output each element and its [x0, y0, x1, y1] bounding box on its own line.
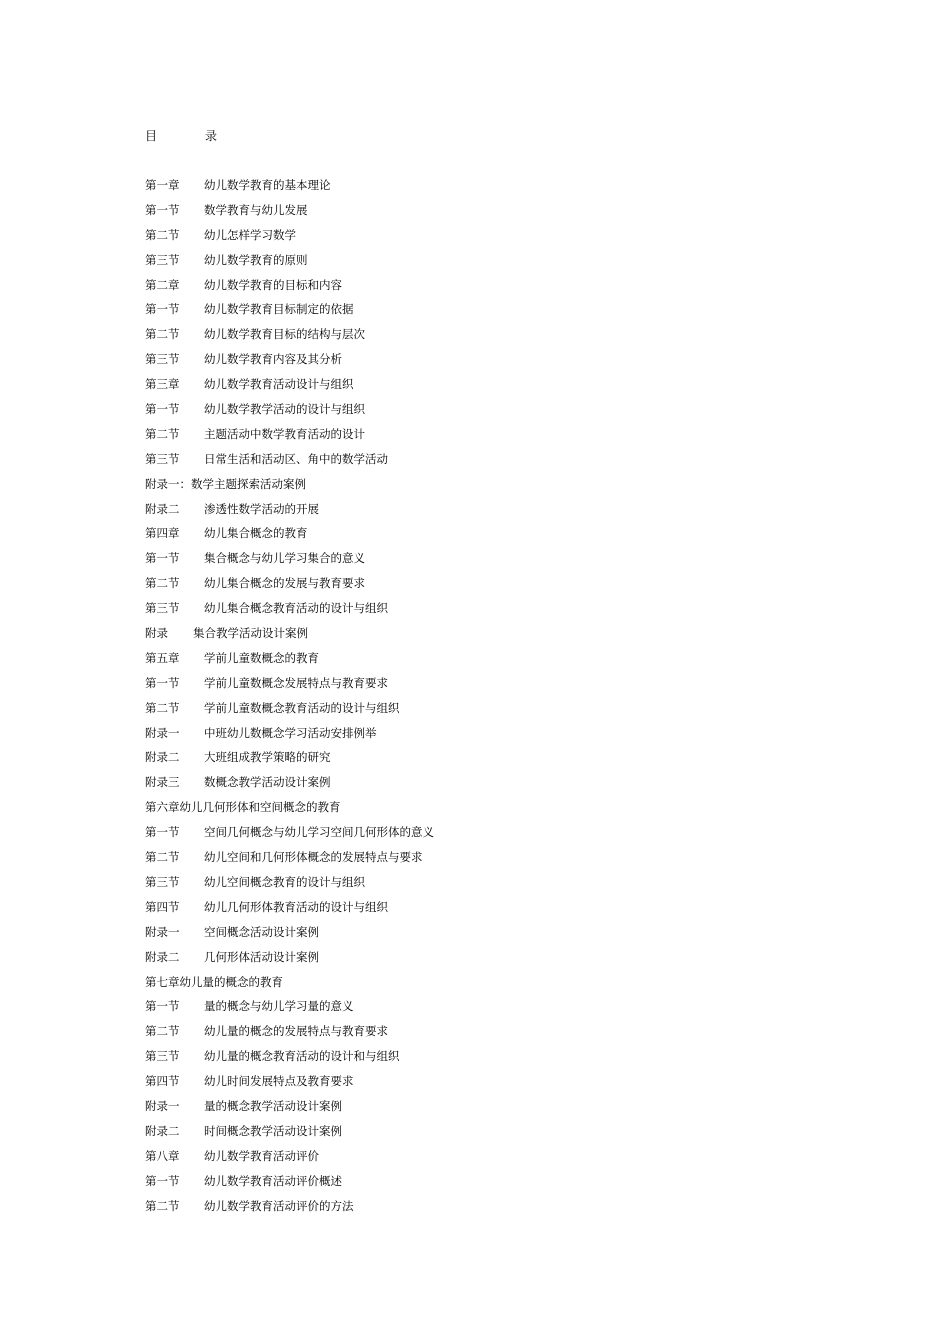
toc-entry-label: 附录一	[145, 725, 180, 740]
toc-entry-label: 第一节	[145, 551, 180, 566]
toc-entry-text: 幼儿量的概念的教育	[179, 974, 283, 989]
toc-entry-label: 第二节	[145, 1198, 180, 1213]
toc-entry	[145, 451, 905, 476]
toc-entry-label: 第二节	[145, 426, 180, 441]
toc-entry-label: 附录	[145, 626, 168, 641]
toc-entry-text: 幼儿数学教育活动评价	[204, 1148, 319, 1163]
toc-entry-text: 幼儿数学教育活动评价概述	[204, 1173, 342, 1188]
toc-entry	[145, 1198, 905, 1223]
toc-entry-label: 附录二	[145, 1123, 180, 1138]
toc-entry	[145, 998, 905, 1023]
toc-entry	[145, 874, 905, 899]
toc-entry-text: 量的概念教学活动设计案例	[204, 1098, 342, 1113]
toc-entry-text: 量的概念与幼儿学习量的意义	[204, 999, 354, 1014]
toc-entry-text: 大班组成教学策略的研究	[204, 750, 331, 765]
toc-entry-label: 第三节	[145, 601, 180, 616]
toc-entry	[145, 426, 905, 451]
toc-entry	[145, 301, 905, 326]
toc-entry-label: 第二节	[145, 576, 180, 591]
toc-entry	[145, 625, 905, 650]
toc-entry	[145, 351, 905, 376]
toc-entry-label: 第一节	[145, 402, 180, 417]
toc-entry-label: 第二节	[145, 327, 180, 342]
toc-entry-text: 集合概念与幼儿学习集合的意义	[204, 551, 365, 566]
toc-entry	[145, 252, 905, 277]
toc-entry-label: 第二节	[145, 227, 180, 242]
toc-entry-label: 第四节	[145, 1074, 180, 1089]
toc-entry	[145, 949, 905, 974]
toc-entry	[145, 774, 905, 799]
toc-entry	[145, 1023, 905, 1048]
toc-entry-text: 学前儿童数概念教育活动的设计与组织	[204, 700, 400, 715]
toc-entry-label: 第五章	[145, 650, 180, 665]
toc-entry-text: 幼儿空间和几何形体概念的发展特点与要求	[204, 850, 423, 865]
toc-entry-text: 幼儿几何形体教育活动的设计与组织	[204, 899, 388, 914]
toc-entry	[145, 550, 905, 575]
toc-entry-text: 幼儿数学教育的目标和内容	[204, 277, 342, 292]
toc-title: 目 录	[145, 129, 218, 143]
toc-entry-label: 第八章	[145, 1148, 180, 1163]
table-of-contents	[145, 177, 905, 1222]
toc-entry-label: 第一节	[145, 825, 180, 840]
toc-entry-label: 第一章	[145, 178, 180, 192]
toc-entry-label: 第六章	[145, 800, 180, 815]
toc-entry-label: 第三节	[145, 252, 180, 267]
toc-entry	[145, 1098, 905, 1123]
toc-entry-text: 空间几何概念与幼儿学习空间几何形体的意义	[204, 825, 434, 840]
toc-entry	[145, 575, 905, 600]
toc-entry-text: 幼儿数学教学活动的设计与组织	[204, 402, 365, 417]
toc-entry-label: 第二节	[145, 1024, 180, 1039]
toc-entry-text: 主题活动中数学教育活动的设计	[204, 426, 365, 441]
toc-entry-text: 时间概念教学活动设计案例	[204, 1123, 342, 1138]
toc-entry-text: 空间概念活动设计案例	[204, 924, 319, 939]
toc-entry-text: 幼儿数学教育内容及其分析	[204, 352, 342, 367]
toc-entry	[145, 899, 905, 924]
toc-entry-label: 第一节	[145, 1173, 180, 1188]
toc-entry-label: 第四节	[145, 899, 180, 914]
toc-entry	[145, 849, 905, 874]
toc-entry-text: 幼儿集合概念的教育	[204, 526, 308, 541]
toc-entry	[145, 700, 905, 725]
toc-entry-label: 第三节	[145, 1049, 180, 1064]
toc-entry-text: 幼儿几何形体和空间概念的教育	[179, 800, 341, 815]
toc-entry-label: 第二节	[145, 700, 180, 715]
toc-entry-text: 数概念教学活动设计案例	[204, 775, 331, 790]
toc-entry	[145, 675, 905, 700]
toc-entry	[145, 376, 905, 401]
toc-entry-label: 第三节	[145, 451, 180, 466]
toc-entry-text: 幼儿数学教育活动设计与组织	[204, 377, 354, 392]
toc-entry-label: 第一节	[145, 202, 180, 217]
toc-entry	[145, 501, 905, 526]
toc-entry	[145, 401, 905, 426]
toc-entry-text: 幼儿数学教育活动评价的方法	[204, 1198, 354, 1213]
toc-entry-label: 附录二	[145, 501, 180, 516]
toc-entry	[145, 476, 905, 501]
toc-entry-text: 幼儿量的概念的发展特点与教育要求	[204, 1024, 388, 1039]
toc-entry	[145, 1073, 905, 1098]
toc-entry-text: 日常生活和活动区、角中的数学活动	[204, 451, 388, 466]
toc-entry-label: 第三章	[145, 377, 180, 392]
toc-entry	[145, 525, 905, 550]
toc-entry	[145, 1148, 905, 1173]
toc-entry-text: 幼儿数学教育的原则	[204, 252, 308, 267]
toc-entry	[145, 824, 905, 849]
toc-entry-label: 第二章	[145, 277, 180, 292]
toc-entry-label: 第二节	[145, 850, 180, 865]
toc-entry	[145, 974, 905, 999]
toc-entry	[145, 177, 905, 202]
toc-entry-text: 幼儿数学教育目标制定的依据	[204, 302, 354, 317]
toc-entry	[145, 227, 905, 252]
toc-entry	[145, 1173, 905, 1198]
toc-entry	[145, 277, 905, 302]
toc-entry-text: 幼儿怎样学习数学	[204, 227, 296, 242]
toc-entry-text: 幼儿数学教育目标的结构与层次	[204, 327, 365, 342]
toc-entry	[145, 1123, 905, 1148]
toc-entry-label: 附录二	[145, 750, 180, 765]
toc-entry-label: 第四章	[145, 526, 180, 541]
toc-entry-label: 附录一	[145, 1098, 180, 1113]
toc-entry-text: 学前儿童数概念发展特点与教育要求	[204, 675, 388, 690]
toc-entry-text: 中班幼儿数概念学习活动安排例举	[204, 725, 377, 740]
toc-entry-text: 幼儿量的概念教育活动的设计和与组织	[204, 1049, 400, 1064]
toc-entry-label: 第一节	[145, 999, 180, 1014]
toc-entry	[145, 650, 905, 675]
toc-entry-text: 数学教育与幼儿发展	[204, 202, 308, 217]
toc-entry-label: 第七章	[145, 974, 180, 989]
toc-entry-label: 附录一	[145, 924, 180, 939]
toc-entry-text: 幼儿数学教育的基本理论	[204, 178, 331, 192]
toc-entry-text: 渗透性数学活动的开展	[204, 501, 319, 516]
toc-entry	[145, 749, 905, 774]
toc-entry	[145, 326, 905, 351]
toc-entry-text: 幼儿集合概念教育活动的设计与组织	[204, 601, 388, 616]
toc-entry	[145, 1048, 905, 1073]
toc-entry-label: 附录二	[145, 949, 180, 964]
toc-entry-label: 第一节	[145, 675, 180, 690]
toc-entry-label: 第三节	[145, 352, 180, 367]
toc-entry-label: 第三节	[145, 874, 180, 889]
toc-entry	[145, 799, 905, 824]
toc-entry	[145, 202, 905, 227]
toc-entry	[145, 725, 905, 750]
toc-entry-text: 幼儿时间发展特点及教育要求	[204, 1074, 354, 1089]
toc-entry	[145, 924, 905, 949]
toc-entry-text: 幼儿集合概念的发展与教育要求	[204, 576, 365, 591]
toc-entry-text: 几何形体活动设计案例	[204, 949, 319, 964]
toc-entry-text: 数学主题探索活动案例	[191, 476, 306, 491]
toc-entry-text: 集合教学活动设计案例	[193, 626, 308, 641]
toc-entry-label: 第一节	[145, 302, 180, 317]
toc-entry-label: 附录三	[145, 775, 180, 790]
toc-entry-text: 学前儿童数概念的教育	[204, 650, 319, 665]
toc-entry	[145, 600, 905, 625]
toc-entry-text: 幼儿空间概念教育的设计与组织	[204, 874, 365, 889]
toc-entry-label: 附录一：	[145, 476, 191, 491]
